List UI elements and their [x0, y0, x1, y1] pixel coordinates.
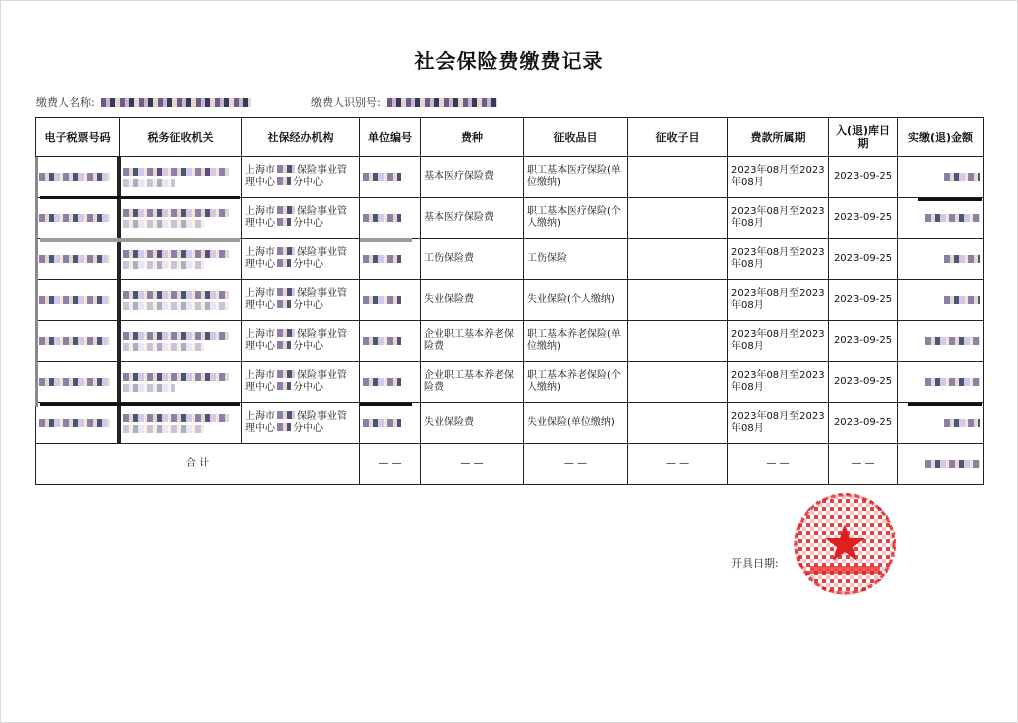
scan-artifact-bar — [40, 196, 240, 199]
scan-artifact-bar — [908, 403, 982, 406]
col-header: 单位编号 — [360, 118, 421, 157]
fee-type-cell: 基本医疗保险费 — [421, 157, 524, 198]
table-row — [36, 198, 984, 239]
unit-number-redacted — [360, 198, 421, 239]
tax-ticket-number-redacted — [36, 239, 120, 280]
payer-id-field — [311, 94, 497, 110]
date-cell: 2023-09-25 — [829, 403, 898, 444]
agency-cell: 上海市 保险事业管 理中心 分中心 — [242, 280, 360, 321]
payment-record-table — [35, 117, 984, 485]
amount-redacted — [898, 239, 984, 280]
scan-artifact-bar — [360, 403, 412, 406]
issue-date-label: 开具日期: — [731, 557, 779, 570]
sub-item-cell — [628, 157, 728, 198]
sub-item-cell — [628, 280, 728, 321]
fee-type-cell: 失业保险费 — [421, 280, 524, 321]
scan-artifact-bar — [40, 238, 240, 242]
fee-type-cell: 工伤保险费 — [421, 239, 524, 280]
total-row — [36, 444, 984, 485]
col-header: 社保经办机构 — [242, 118, 360, 157]
tax-authority-redacted — [120, 321, 242, 362]
sub-item-cell — [628, 403, 728, 444]
table-row — [36, 280, 984, 321]
agency-cell: 上海市 保险事业管 理中心 分中心 — [242, 403, 360, 444]
total-dash: — — — [524, 444, 628, 485]
payer-name-field — [36, 94, 251, 110]
fee-type-cell: 基本医疗保险费 — [421, 198, 524, 239]
tax-authority-redacted — [120, 157, 242, 198]
total-label: 合 计 — [36, 444, 360, 485]
total-dash: — — — [628, 444, 728, 485]
total-dash: — — — [360, 444, 421, 485]
date-cell: 2023-09-25 — [829, 157, 898, 198]
tax-authority-redacted — [120, 362, 242, 403]
scan-artifact-bar — [360, 238, 412, 242]
sub-item-cell — [628, 321, 728, 362]
fee-type-cell: 失业保险费 — [421, 403, 524, 444]
unit-number-redacted — [360, 157, 421, 198]
date-cell: 2023-09-25 — [829, 362, 898, 403]
unit-number-redacted — [360, 280, 421, 321]
amount-redacted — [898, 403, 984, 444]
scan-artifact-bar — [40, 403, 240, 406]
amount-redacted — [898, 198, 984, 239]
col-header: 电子税票号码 — [36, 118, 120, 157]
date-cell: 2023-09-25 — [829, 198, 898, 239]
sub-item-cell — [628, 239, 728, 280]
tax-ticket-number-redacted — [36, 198, 120, 239]
item-cell: 失业保险(个人缴纳) — [524, 280, 628, 321]
col-header: 实缴(退)金额 — [898, 118, 984, 157]
amount-redacted — [898, 157, 984, 198]
period-cell: 2023年08月至2023年08月 — [728, 198, 829, 239]
amount-redacted — [898, 321, 984, 362]
item-cell: 工伤保险 — [524, 239, 628, 280]
unit-number-redacted — [360, 321, 421, 362]
item-cell: 职工基本医疗保险(单位缴纳) — [524, 157, 628, 198]
tax-ticket-number-redacted — [36, 157, 120, 198]
col-header: 征收子目 — [628, 118, 728, 157]
agency-cell: 上海市 保险事业管 理中心 分中心 — [242, 321, 360, 362]
payer-name-redacted — [101, 98, 251, 107]
scan-artifact-bar — [117, 157, 121, 443]
fee-type-cell: 企业职工基本养老保险费 — [421, 362, 524, 403]
col-header: 费款所属期 — [728, 118, 829, 157]
tax-ticket-number-redacted — [36, 280, 120, 321]
item-cell: 职工基本养老保险(单位缴纳) — [524, 321, 628, 362]
table-row — [36, 239, 984, 280]
payer-id-label: 缴费人识别号: — [311, 96, 381, 109]
period-cell: 2023年08月至2023年08月 — [728, 362, 829, 403]
date-cell: 2023-09-25 — [829, 280, 898, 321]
period-cell: 2023年08月至2023年08月 — [728, 321, 829, 362]
unit-number-redacted — [360, 239, 421, 280]
tax-authority-redacted — [120, 280, 242, 321]
total-dash: — — — [421, 444, 524, 485]
col-header: 入(退)库日期 — [829, 118, 898, 157]
unit-number-redacted — [360, 403, 421, 444]
table-row — [36, 362, 984, 403]
unit-number-redacted — [360, 362, 421, 403]
tax-ticket-number-redacted — [36, 362, 120, 403]
item-cell: 职工基本养老保险(个人缴纳) — [524, 362, 628, 403]
table-header-row — [36, 118, 984, 157]
tax-authority-redacted — [120, 198, 242, 239]
agency-cell: 上海市 保险事业管 理中心 分中心 — [242, 157, 360, 198]
amount-redacted — [898, 280, 984, 321]
total-dash: — — — [728, 444, 829, 485]
period-cell: 2023年08月至2023年08月 — [728, 157, 829, 198]
table-row — [36, 157, 984, 198]
scan-artifact-bar — [918, 198, 982, 201]
date-cell: 2023-09-25 — [829, 321, 898, 362]
document-title: 社会保险费缴费记录 — [414, 49, 604, 73]
item-cell: 失业保险(单位缴纳) — [524, 403, 628, 444]
col-header: 费种 — [421, 118, 524, 157]
item-cell: 职工基本医疗保险(个人缴纳) — [524, 198, 628, 239]
agency-cell: 上海市 保险事业管 理中心 分中心 — [242, 362, 360, 403]
total-amount-redacted — [898, 444, 984, 485]
scan-artifact-bar — [35, 157, 38, 407]
sub-item-cell — [628, 362, 728, 403]
period-cell: 2023年08月至2023年08月 — [728, 403, 829, 444]
period-cell: 2023年08月至2023年08月 — [728, 280, 829, 321]
tax-authority-redacted — [120, 239, 242, 280]
amount-redacted — [898, 362, 984, 403]
tax-ticket-number-redacted — [36, 321, 120, 362]
col-header: 征收品目 — [524, 118, 628, 157]
payer-name-label: 缴费人名称: — [36, 96, 95, 109]
sub-item-cell — [628, 198, 728, 239]
period-cell: 2023年08月至2023年08月 — [728, 239, 829, 280]
official-seal-stamp — [790, 491, 900, 597]
table-row — [36, 403, 984, 444]
agency-cell: 上海市 保险事业管 理中心 分中心 — [242, 239, 360, 280]
tax-ticket-number-redacted — [36, 403, 120, 444]
tax-authority-redacted — [120, 403, 242, 444]
table-row — [36, 321, 984, 362]
col-header: 税务征收机关 — [120, 118, 242, 157]
payer-id-redacted — [387, 98, 497, 107]
fee-type-cell: 企业职工基本养老保险费 — [421, 321, 524, 362]
date-cell: 2023-09-25 — [829, 239, 898, 280]
agency-cell: 上海市 保险事业管 理中心 分中心 — [242, 198, 360, 239]
total-dash: — — — [829, 444, 898, 485]
